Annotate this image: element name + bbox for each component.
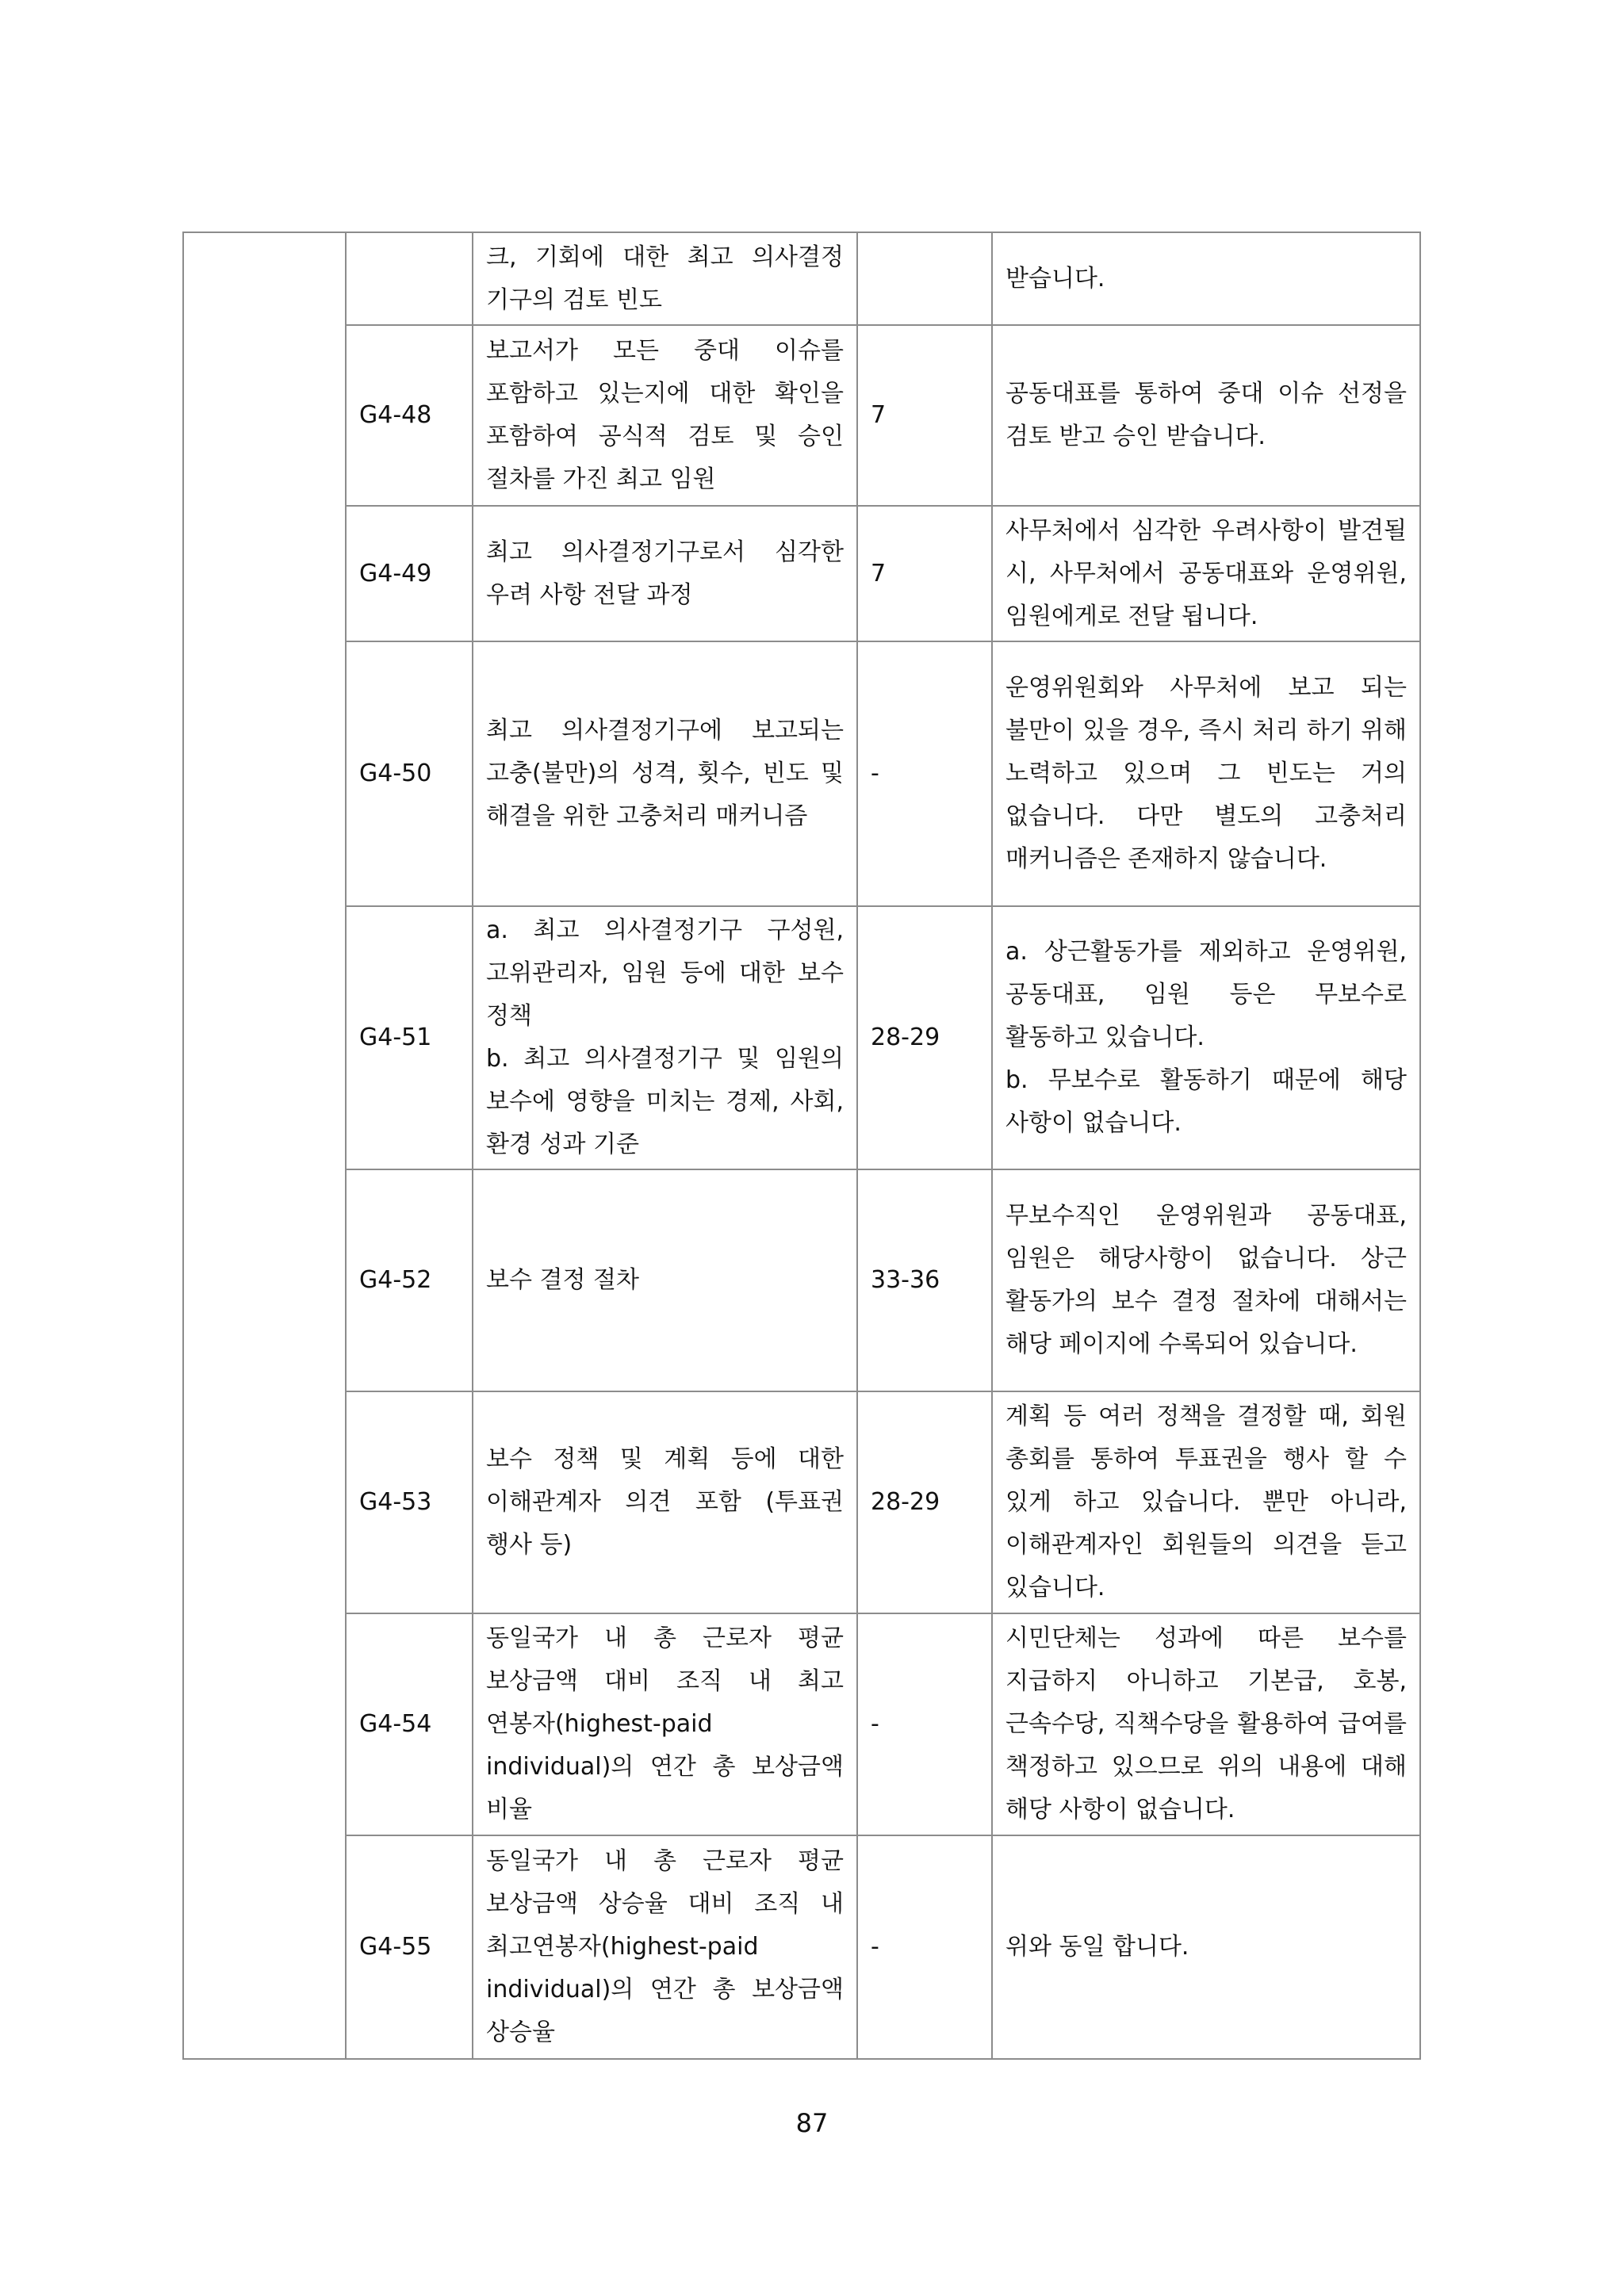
table-row — [183, 506, 1420, 641]
table-row — [183, 641, 1420, 906]
response-line-b: b. 무보수로 활동하기 때문에 해당 사항이 없습니다. — [1005, 1066, 1407, 1137]
table-row — [183, 1835, 1420, 2059]
indicator-description-cell: 최고 의사결정기구로서 심각한 우려 사항 전달 과정 — [473, 506, 857, 641]
page-reference-cell: 7 — [857, 325, 992, 506]
table-row — [183, 1169, 1420, 1391]
description-line-a: a. 최고 의사결정기구 구성원, 고위관리자, 임원 등에 대한 보수 정책 — [486, 916, 844, 1030]
indicator-description-cell: 크, 기회에 대한 최고 의사결정 기구의 검토 빈도 — [473, 232, 857, 325]
description-line-b: b. 최고 의사결정기구 및 임원의 보수에 영향을 미치는 경제, 사회, 환경 성과 기준 — [486, 1045, 844, 1158]
table-row — [183, 325, 1420, 506]
response-cell: 계획 등 여러 정책을 결정할 때, 회원 총회를 통하여 투표권을 행사 할 수 있게 하고 있습니다. 뿐만 아니라, 이해관계자인 회원들의 의견을 듣고 있습니다. — [992, 1391, 1420, 1613]
page-reference-cell — [857, 232, 992, 325]
indicator-description-cell: 동일국가 내 총 근로자 평균 보상금액 대비 조직 내 최고 연봉자(highest-paid individual)의 연간 총 보상금액 비율 — [473, 1613, 857, 1835]
table-row — [183, 1613, 1420, 1835]
response-cell: 위와 동일 합니다. — [992, 1835, 1420, 2059]
page-reference-cell: 28-29 — [857, 1391, 992, 1613]
response-cell: 받습니다. — [992, 232, 1420, 325]
page-reference-cell: - — [857, 1835, 992, 2059]
response-cell — [992, 906, 1420, 1169]
page-reference-cell: 33-36 — [857, 1169, 992, 1391]
indicator-code-cell: G4-53 — [346, 1391, 473, 1613]
page-reference-cell: - — [857, 1613, 992, 1835]
response-cell: 시민단체는 성과에 따른 보수를 지급하지 아니하고 기본급, 호봉, 근속수당, 직책수당을 활용하여 급여를 책정하고 있으므로 위의 내용에 대해 해당 사항이 없습니다. — [992, 1613, 1420, 1835]
page-reference-cell: - — [857, 641, 992, 906]
response-cell: 공동대표를 통하여 중대 이슈 선정을 검토 받고 승인 받습니다. — [992, 325, 1420, 506]
indicator-code-cell: G4-52 — [346, 1169, 473, 1391]
indicator-description-cell: 동일국가 내 총 근로자 평균 보상금액 상승율 대비 조직 내 최고연봉자(highest-paid individual)의 연간 총 보상금액 상승율 — [473, 1835, 857, 2059]
indicator-code-cell: G4-51 — [346, 906, 473, 1169]
indicator-description-cell: 보수 결정 절차 — [473, 1169, 857, 1391]
response-line-a: a. 상근활동가를 제외하고 운영위원, 공동대표, 임원 등은 무보수로 활동하고 있습니다. — [1005, 938, 1407, 1051]
category-cell — [183, 232, 346, 2059]
gri-index-table — [182, 232, 1421, 2060]
table-row — [183, 232, 1420, 325]
page-reference-cell: 28-29 — [857, 906, 992, 1169]
indicator-code-cell: G4-50 — [346, 641, 473, 906]
response-cell: 무보수직인 운영위원과 공동대표, 임원은 해당사항이 없습니다. 상근 활동가의 보수 결정 절차에 대해서는 해당 페이지에 수록되어 있습니다. — [992, 1169, 1420, 1391]
indicator-code-cell: G4-55 — [346, 1835, 473, 2059]
indicator-code-cell — [346, 232, 473, 325]
indicator-code-cell: G4-54 — [346, 1613, 473, 1835]
response-cell: 사무처에서 심각한 우려사항이 발견될 시, 사무처에서 공동대표와 운영위원, 임원에게로 전달 됩니다. — [992, 506, 1420, 641]
page-number: 87 — [795, 2108, 829, 2138]
indicator-description-cell: 최고 의사결정기구에 보고되는 고충(불만)의 성격, 횟수, 빈도 및 해결을 위한 고충처리 매커니즘 — [473, 641, 857, 906]
page-reference-cell: 7 — [857, 506, 992, 641]
indicator-code-cell: G4-48 — [346, 325, 473, 506]
indicator-description-cell: 보고서가 모든 중대 이슈를 포함하고 있는지에 대한 확인을 포함하여 공식적 검토 및 승인 절차를 가진 최고 임원 — [473, 325, 857, 506]
indicator-code-cell: G4-49 — [346, 506, 473, 641]
table-row — [183, 1391, 1420, 1613]
table-row — [183, 906, 1420, 1169]
indicator-description-cell — [473, 906, 857, 1169]
indicator-description-cell: 보수 정책 및 계획 등에 대한 이해관계자 의견 포함 (투표권 행사 등) — [473, 1391, 857, 1613]
response-cell: 운영위원회와 사무처에 보고 되는 불만이 있을 경우, 즉시 처리 하기 위해 노력하고 있으며 그 빈도는 거의 없습니다. 다만 별도의 고충처리 매커니즘은 존재하지 않습니다. — [992, 641, 1420, 906]
